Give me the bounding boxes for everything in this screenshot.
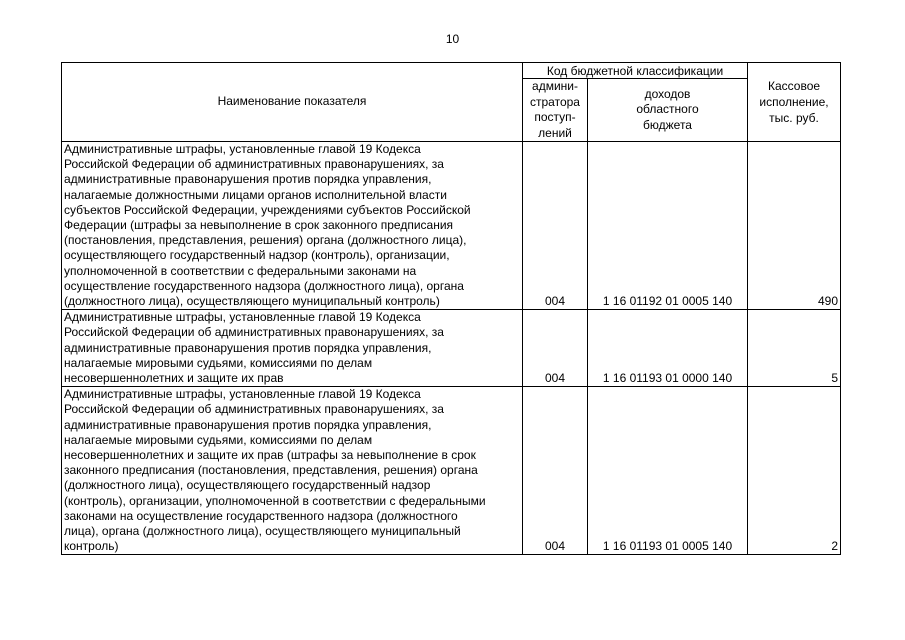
row-income-code: 1 16 01193 01 0000 140 <box>588 310 748 387</box>
table-row <box>62 310 841 387</box>
row-name-cell <box>62 142 523 310</box>
row-amount: 5 <box>748 310 841 387</box>
row-name-line: Российской Федерации об административных правонарушениях, за <box>64 157 444 172</box>
table-row <box>62 142 841 310</box>
row-name-line: (должностного лица), осуществляющего муниципальный контроль) <box>64 294 440 309</box>
header-execution <box>748 63 841 142</box>
header-name: Наименование показателя <box>62 63 523 142</box>
row-income-code: 1 16 01192 01 0005 140 <box>588 142 748 310</box>
header-admin-line: поступ- <box>534 110 576 124</box>
row-amount: 2 <box>748 387 841 555</box>
row-name-line: административные правонарушения против порядка управления, <box>64 340 432 355</box>
header-admin-line: лений <box>538 125 572 140</box>
row-name-line: Административные штрафы, установленные главой 19 Кодекса <box>64 387 421 402</box>
row-name-line: Административные штрафы, установленные главой 19 Кодекса <box>64 142 421 156</box>
row-name-line: Российской Федерации об административных правонарушениях, за <box>64 325 444 340</box>
budget-table <box>61 62 841 555</box>
row-name-line: несовершеннолетних и защите их прав (штрафы за невыполнение в срок <box>64 448 476 463</box>
row-amount: 490 <box>748 142 841 310</box>
row-name-cell <box>62 310 523 387</box>
row-name-line: уполномоченной в соответствии с федеральными законами на <box>64 263 417 278</box>
row-admin-code: 004 <box>523 142 588 310</box>
header-administrator <box>523 79 588 142</box>
header-income-line: бюджета <box>643 117 692 132</box>
table-row <box>62 387 841 555</box>
header-exec-line: Кассовое <box>767 79 821 93</box>
row-income-code: 1 16 01193 01 0005 140 <box>588 387 748 555</box>
row-name-line: (должностного лица), осуществляющего государственный надзор <box>64 478 431 493</box>
row-name-line: несовершеннолетних и защите их прав <box>64 371 284 386</box>
header-income-line: доходов <box>644 86 691 101</box>
page-number: 10 <box>445 32 460 46</box>
header-exec-line: тыс. руб. <box>769 111 819 125</box>
row-name-line: административные правонарушения против порядка управления, <box>64 172 432 187</box>
row-name-line: Административные штрафы, установленные главой 19 Кодекса <box>64 310 421 325</box>
header-kbk-group: Код бюджетной классификации <box>523 63 748 79</box>
row-name-line: налагаемые мировыми судьями, комиссиями по делам <box>64 432 373 447</box>
header-income-line: областного <box>636 102 699 117</box>
header-income <box>588 79 748 142</box>
row-name-line: субъектов Российской Федерации, учреждениями субъектов Российской <box>64 202 471 217</box>
header-exec-line: исполнение, <box>759 95 829 109</box>
row-name-line: контроль) <box>64 539 119 554</box>
row-admin-code: 004 <box>523 387 588 555</box>
row-name-line: (постановления, представления, решения) органа (должностного лица), <box>64 233 467 248</box>
row-name-line: осуществление государственного надзора (должностного лица), органа <box>64 278 464 293</box>
row-name-line: законами на осуществление государственного надзора (должностного <box>64 508 458 523</box>
row-name-line: (контроль), организации, уполномоченной в соответствии с федеральными <box>64 493 486 508</box>
header-admin-line: админи- <box>532 79 578 93</box>
row-name-line: законного предписания (постановления, представления, решения) органа <box>64 463 478 478</box>
row-name-cell <box>62 387 523 555</box>
table-body <box>62 142 841 555</box>
row-name-line: налагаемые мировыми судьями, комиссиями по делам <box>64 355 373 370</box>
row-name-line: административные правонарушения против порядка управления, <box>64 417 432 432</box>
row-name-line: лица), органа (должностного лица), осуществляющего муниципальный <box>64 524 461 539</box>
header-admin-line: стратора <box>530 94 580 109</box>
row-name-line: Федерации (штрафы за невыполнение в срок законного предписания <box>64 218 454 233</box>
row-admin-code: 004 <box>523 310 588 387</box>
row-name-line: осуществляющего государственный надзор (контроль), организации, <box>64 248 450 263</box>
row-name-line: Российской Федерации об административных правонарушениях, за <box>64 402 444 417</box>
row-name-line: налагаемые должностными лицами органов исполнительной власти <box>64 187 447 202</box>
